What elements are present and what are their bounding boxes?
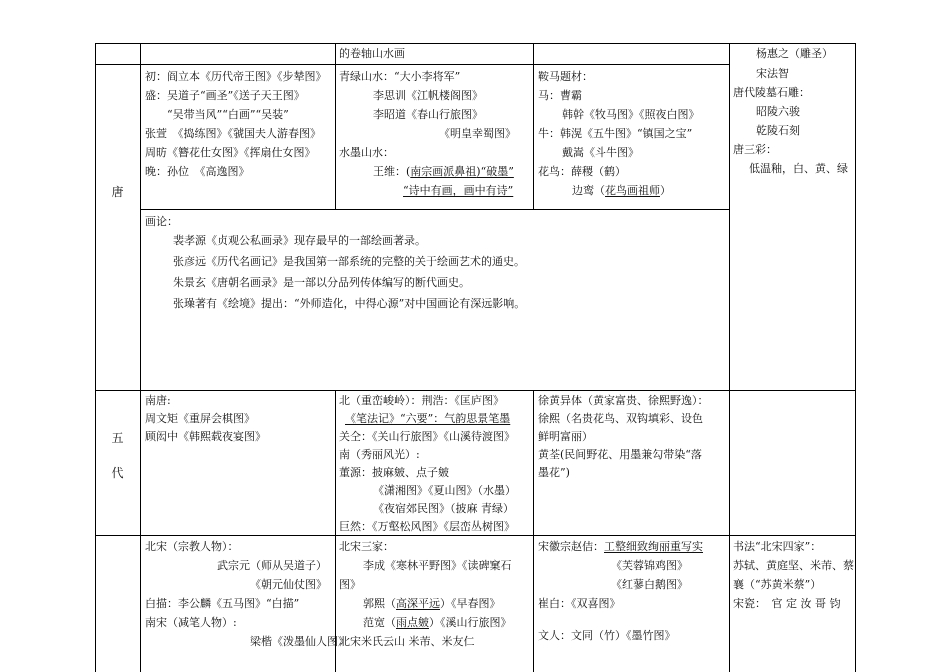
text-line: 周文矩《重屏会棋图》 — [145, 412, 255, 425]
text-line: 昭陵六骏 — [756, 105, 800, 118]
grid-line — [95, 535, 856, 536]
text-line: 南唐: — [145, 394, 171, 407]
text-line: 苏轼、黄庭坚、米芾、蔡 — [733, 559, 854, 572]
text-line: 北宋（宗教人物）： — [145, 540, 239, 553]
grid-line — [335, 390, 336, 672]
text-line: 《芙蓉锦鸡图》 — [611, 559, 688, 572]
text-line: 王维：(南宗画派鼻祖)“破墨” — [373, 165, 514, 178]
text-line: 《明皇幸蜀图》 — [439, 127, 516, 140]
text-line: 关仝：《关山行旅图》《山溪待渡图》 — [339, 430, 515, 443]
grid-line — [140, 209, 730, 210]
text-line: 《夜宿郊民图》（披麻 青绿） — [373, 502, 514, 515]
grid-line — [855, 43, 856, 672]
text-line: 白描：李公麟《五马图》“白描” — [145, 597, 300, 610]
theory-item: 裴孝源《贞观公私画录》现存最早的一部绘画著录。 — [173, 234, 426, 247]
text-line: 郭熙（高深平远）《早春图》 — [363, 597, 501, 610]
text-line: 李成《寒林平野图》《读碑窠石 — [363, 559, 512, 572]
text-line: 晚：孙位 《高逸图》 — [145, 165, 250, 178]
text-line: 张萱 《捣练图》《虢国夫人游春图》 — [145, 127, 321, 140]
grid-line — [140, 43, 141, 672]
text-line: 鲜明富丽） — [538, 430, 593, 443]
text-line: 宋法智 — [756, 67, 789, 80]
text-line: 青绿山水：“大小李将军” — [339, 70, 461, 83]
text-line: 杨惠之（雕圣） — [756, 47, 833, 60]
text-line: 乾陵石刻 — [756, 124, 800, 137]
theory-item: 张彦远《历代名画记》是我国第一部系统的完整的关于绘画艺术的通史。 — [173, 255, 525, 268]
text-line: 水墨山水： — [339, 146, 394, 159]
grid-line — [95, 390, 856, 391]
dynasty-label-wudai-2: 代 — [111, 466, 124, 480]
text-line: 北宋三家： — [339, 540, 394, 553]
text-line: 董源：披麻皴、点子皴 — [339, 466, 449, 479]
dynasty-label-tang: 唐 — [111, 185, 124, 199]
text-line: 范宽（雨点皴）《溪山行旅图》 — [363, 616, 512, 629]
text-line: 李思训《江帆楼阁图》 — [373, 89, 483, 102]
text-line: 初：阎立本《历代帝王图》《步辇图》 — [145, 70, 327, 83]
text-line: 武宗元（师从吴道子） — [217, 559, 327, 572]
text-line: 巨然：《万壑松风图》《层峦丛树图》 — [339, 520, 515, 533]
text-line: 《红蓼白鹅图》 — [611, 578, 688, 591]
text-line: 宋徽宗赵佶：工整细致绚丽重写实 — [538, 540, 703, 553]
text-line: 韩幹《牧马图》《照夜白图》 — [562, 108, 700, 121]
text-line: 顾闳中《韩熙载夜宴图》 — [145, 430, 266, 443]
underlined-term: 花鸟画祖师 — [605, 184, 660, 197]
text-line: 《潇湘图》《夏山图》（水墨） — [373, 484, 516, 497]
text-line: 唐三彩： — [733, 143, 777, 156]
text-line: 花鸟：薛稷（鹤） — [538, 165, 626, 178]
text-line: 边鸾（花鸟画祖师） — [572, 184, 671, 197]
text-line: 徐黄异体（黄家富贵、徐熙野逸）： — [538, 394, 709, 407]
text-line: 唐代陵墓石雕： — [733, 86, 810, 99]
text-line: 北宋米氏云山 米芾、米友仁 — [339, 635, 475, 648]
grid-line — [533, 390, 534, 672]
history-table — [95, 43, 856, 672]
text-line: 襄（“苏黄米蔡”） — [733, 578, 822, 591]
grid-line — [533, 43, 534, 209]
text-line: 低温釉，白、黄、绿 — [749, 162, 848, 175]
text-line: 《朝元仙仗图》 — [250, 578, 327, 591]
text-line: 北（重峦峻岭）：荆浩：《匡庐图》 — [339, 394, 504, 407]
landscape-continuation: 的卷轴山水画 — [339, 47, 405, 60]
grid-line — [95, 43, 96, 672]
grid-line — [335, 43, 336, 209]
text-line: 鞍马题材： — [538, 70, 593, 83]
grid-line — [729, 43, 730, 672]
underlined-term: 工整细致绚丽重写实 — [604, 540, 703, 553]
underlined-term: 高深平远 — [396, 597, 440, 610]
grid-line — [95, 43, 856, 44]
text-line: “吴带当风”“白画”“吴装” — [145, 108, 289, 121]
text-line: 南（秀丽风光）: — [339, 448, 420, 461]
underlined-term: 南宗画派鼻祖 — [410, 165, 477, 178]
section-heading: 画论： — [145, 215, 178, 228]
dynasty-label-wudai-1: 五 — [111, 431, 124, 445]
text-line: 周昉《簪花仕女图》《挥扇仕女图》 — [145, 146, 316, 159]
underlined-term: 雨点皴 — [396, 616, 429, 629]
grid-line — [95, 64, 730, 65]
text-line: 墨花”) — [538, 466, 570, 479]
text-line: 戴嵩《斗牛图》 — [562, 146, 639, 159]
underlined-term: “诗中有画，画中有诗” — [403, 184, 514, 197]
text-line: 图》 — [339, 578, 361, 591]
underlined-term: 《笔法记》“六要”：气韵思景笔墨 — [345, 412, 511, 425]
text-line: 书法“北宋四家”： — [733, 540, 822, 553]
text-line: 黄荃(民间野花、用墨兼勾带染“落 — [538, 448, 702, 461]
text-line: 马：曹霸 — [538, 89, 582, 102]
text-line: 牛：韩滉《五牛图》“镇国之宝” — [538, 127, 693, 140]
text-line: 徐熙（名贵花鸟、双钩填彩、设色 — [538, 412, 703, 425]
text-line: 崔白：《双喜图》 — [538, 597, 621, 610]
text-line: 李昭道《春山行旅图》 — [373, 108, 483, 121]
theory-item: 朱景玄《唐朝名画录》是一部以分品列传体编写的断代画史。 — [173, 276, 470, 289]
text-line: 宋瓷： 官 定 汝 哥 钧 — [733, 597, 841, 610]
text-line: 盛：吴道子“画圣”《送子天王图》 — [145, 89, 305, 102]
text-line: 梁楷《泼墨仙人图》 — [250, 635, 349, 648]
theory-item: 张璪著有《绘境》提出：“外师造化，中得心源”对中国画论有深远影响。 — [173, 297, 526, 310]
text-line: 文人：文同（竹）《墨竹图》 — [538, 629, 676, 642]
text-line: 南宋（减笔人物）: — [145, 616, 237, 629]
